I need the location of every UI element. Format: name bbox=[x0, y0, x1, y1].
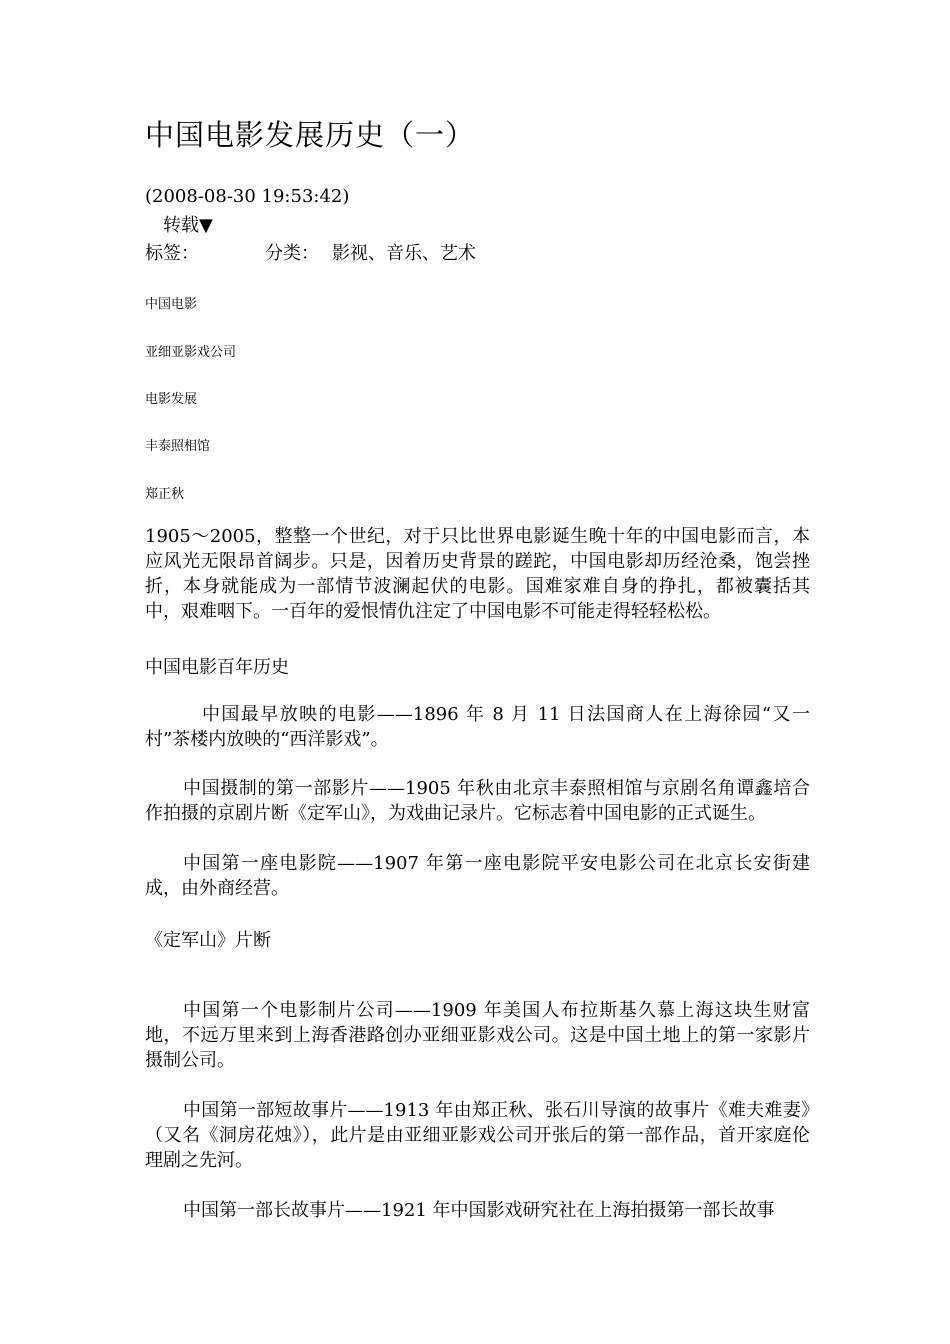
tag-link[interactable]: 中国电影 bbox=[145, 297, 198, 312]
category-label: 分类： bbox=[265, 243, 319, 264]
image-caption: 《定军山》片断 bbox=[145, 930, 271, 951]
body-paragraph: 中国最早放映的电影——1896 年 8 月 11 日法国商人在上海徐园“又一村”茶楼内放映的“西洋影戏”。 bbox=[145, 704, 810, 750]
tags-label: 标签： bbox=[145, 243, 199, 264]
body-paragraph: 中国第一个电影制片公司——1909 年美国人布拉斯基久慕上海这块生财富地，不远万里来到上海香港路创办亚细亚影戏公司。这是中国土地上的第一家影片摄制公司。 bbox=[145, 1000, 810, 1071]
article-title: 中国电影发展历史（一） bbox=[145, 118, 476, 152]
post-date: (2008-08-30 19:53:42) bbox=[145, 186, 350, 207]
tags-category-row bbox=[145, 239, 476, 265]
body-paragraph: 中国第一部长故事片——1921 年中国影戏研究社在上海拍摄第一部长故事 bbox=[183, 1200, 775, 1221]
tag-link[interactable]: 丰泰照相馆 bbox=[145, 439, 211, 454]
category-value[interactable]: 影视、音乐、艺术 bbox=[332, 243, 476, 264]
intro-paragraph: 1905～2005，整整一个世纪，对于只比世界电影诞生晚十年的中国电影而言，本应风光无限昂首阔步。只是，因着历史背景的蹉跎，中国电影却历经沧桑，饱尝挫折，本身就能成为一部情节波澜起伏的电影。国难家难自身的挣扎，都被囊括其中，艰难咽下。一百年的爱恨情仇注定了中国电影不可能走得轻轻松松。 bbox=[145, 526, 810, 622]
tag-link[interactable]: 郑正秋 bbox=[145, 487, 185, 502]
tag-link[interactable]: 电影发展 bbox=[145, 392, 198, 407]
tag-link[interactable]: 亚细亚影戏公司 bbox=[145, 345, 237, 360]
section-heading: 中国电影百年历史 bbox=[145, 657, 289, 678]
repost-button[interactable]: 转载▼ bbox=[163, 215, 213, 236]
body-paragraph: 中国第一座电影院——1907 年第一座电影院平安电影公司在北京长安街建成，由外商经营。 bbox=[145, 853, 810, 899]
body-paragraph: 中国第一部短故事片——1913 年由郑正秋、张石川导演的故事片《难夫难妻》（又名《洞房花烛》），此片是由亚细亚影戏公司开张后的第一部作品，首开家庭伦理剧之先河。 bbox=[145, 1100, 810, 1171]
body-paragraph: 中国摄制的第一部影片——1905 年秋由北京丰泰照相馆与京剧名角谭鑫培合作拍摄的京剧片断《定军山》，为戏曲记录片。它标志着中国电影的正式诞生。 bbox=[145, 778, 810, 824]
